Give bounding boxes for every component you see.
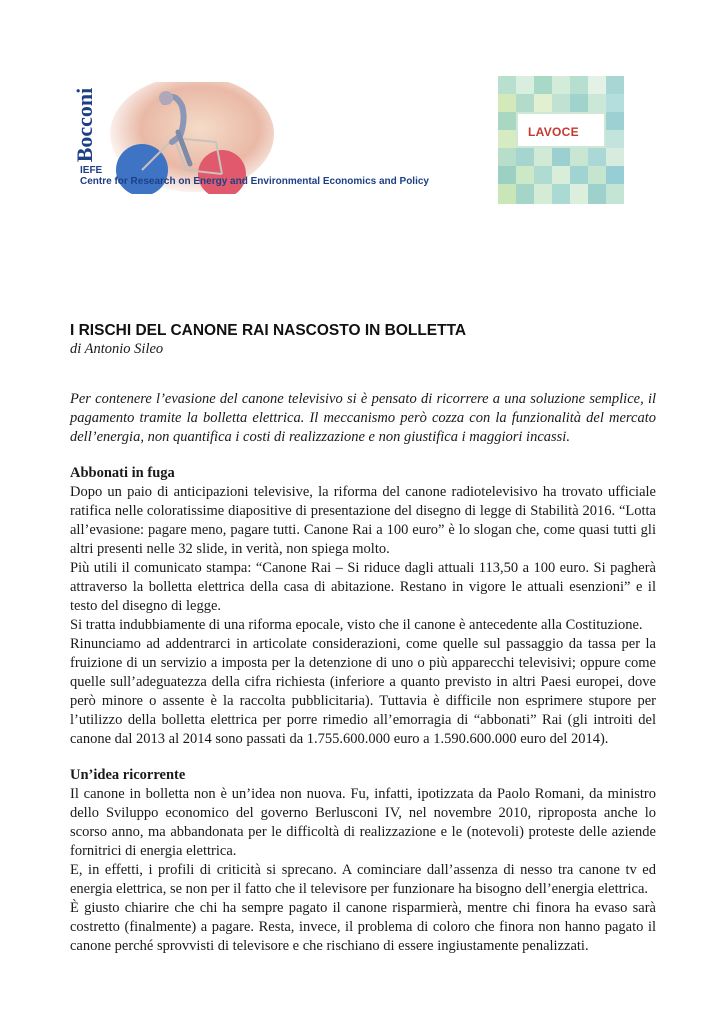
lavoce-logo: [498, 76, 624, 204]
article: [70, 322, 656, 956]
bocconi-wordmark-text: Bocconi: [72, 87, 97, 163]
paragraph: Più utili il comunicato stampa: “Canone Rai – Si riduce dagli attuali 113,50 a 100 euro. Si pagherà attraverso la bolletta elettrica della casa di abitazione. Restano in vigore le attuali esenzioni” e il testo del disegno di legge.: [70, 560, 656, 614]
lavoce-mosaic-background: [498, 76, 624, 204]
iefe-centre-name: Centre for Research on Energy and Environmental Economics and Policy: [80, 176, 429, 187]
lavoce-la: LA: [528, 125, 544, 139]
section-heading-abbonati: Abbonati in fuga: [70, 465, 175, 481]
article-lead: Per contenere l’evasione del canone televisivo si è pensato di ricorrere a una soluzione semplice, il pagamento tramite la bolletta elettrica. Il meccanismo però cozza con la funzionalità del mercato dell’energia, non quantifica i costi di realizzazione e non giustifica i maggiori incassi.: [70, 391, 656, 445]
article-byline: di Antonio Sileo: [70, 341, 164, 357]
paragraph: È giusto chiarire che chi ha sempre pagato il canone risparmierà, mentre chi finora ha evaso sarà costretto (finalmente) a pagare. Resta, invece, il problema di coloro che finora non hanno pagato il canone perché sprovvisti di televisore e che rischiano di essere ingiustamente penalizzati.: [70, 900, 656, 954]
paragraph: E, in effetti, i profili di criticità si sprecano. A cominciare dall’assenza di nesso tra canone tv ed energia elettrica, se non per il fatto che il televisore per funzionare ha bisogno dell’energia elettrica.: [70, 862, 656, 897]
lavoce-voce: VOCE: [543, 125, 579, 139]
paragraph: Dopo un paio di anticipazioni televisive, la riforma del canone radiotelevisivo ha trovato ufficiale ratifica nelle coloratissime diapositive di presentazione del disegno di legge di Stabilità 2016. “Lotta all’evasione: pagare meno, pagare tutti. Canone Rai a 100 euro” è lo slogan che, come quasi tutti gli altri presenti nelle 32 slide, in verità, non spiega molto.: [70, 484, 656, 557]
bocconi-wordmark: [70, 84, 100, 166]
paragraph: Si tratta indubbiamente di una riforma epocale, visto che il canone è antecedente alla Costituzione.: [70, 617, 643, 633]
section-heading-idea-ricorrente: Un’idea ricorrente: [70, 767, 186, 783]
article-title: I RISCHI DEL CANONE RAI NASCOSTO IN BOLLETTA: [70, 322, 467, 339]
iefe-label: IEFE: [80, 165, 103, 176]
paragraph: Il canone in bolletta non è un’idea non nuova. Fu, infatti, ipotizzata da Paolo Romani, da ministro dello Sviluppo economico del governo Berlusconi IV, nel novembre 2010, riproposta anche lo scorso anno, ma abbandonata per le difficoltà di realizzazione e le (notevoli) proteste delle aziende fornitrici di energia elettrica.: [70, 786, 656, 859]
lavoce-wordmark: [528, 125, 579, 139]
paragraph: Rinunciamo ad addentrarci in articolate considerazioni, come quelle sul passaggio da tassa per la fruizione di un servizio a imposta per la detenzione di uno o più apparecchi televisivi; oppure come quelle sull’adeguatezza della cifra richiesta (inferiore a quanto previsto in altri Paesi europei, dove però minore o assente è la raccolta pubblicitaria). Tuttavia è difficile non esprimere stupore per l’utilizzo della bolletta elettrica per porre rimedio all’emorragia di “abbonati” Rai (gli introiti del canone dal 2013 al 2014 sono passati da 1.755.600.000 euro a 1.590.600.000 euro del 2014).: [70, 636, 656, 747]
